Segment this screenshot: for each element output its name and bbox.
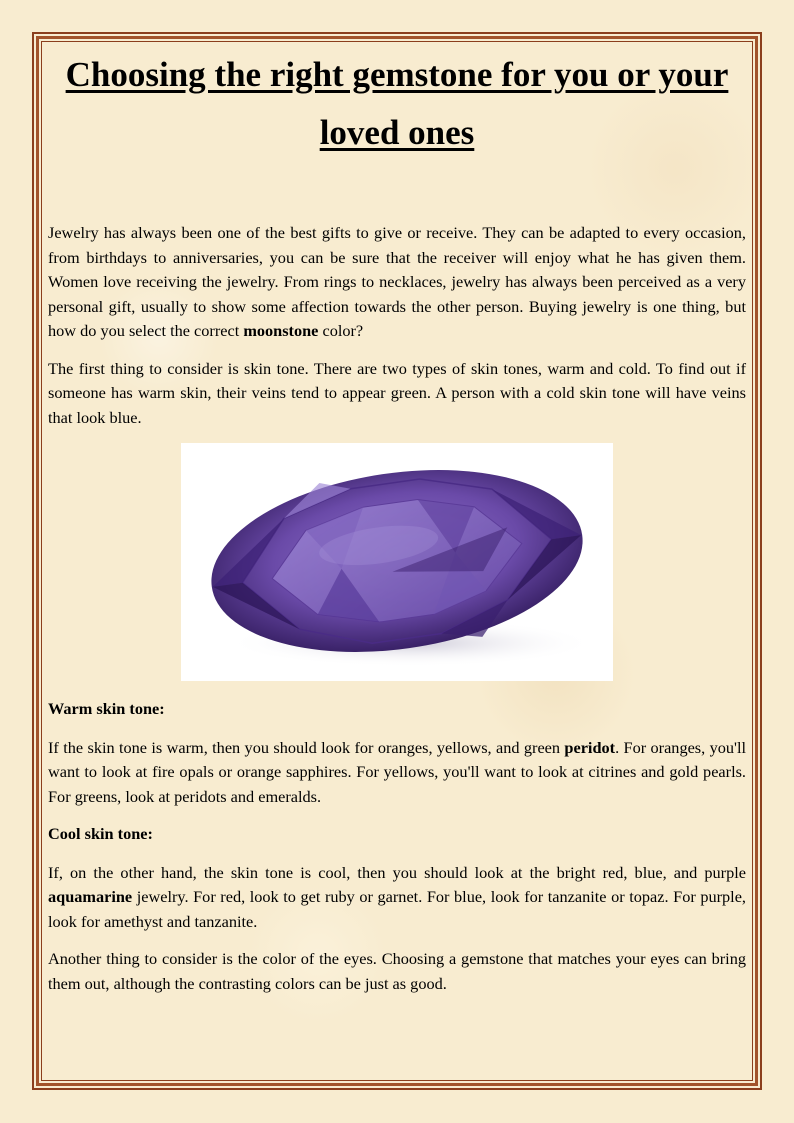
- warm-skin-heading: Warm skin tone:: [48, 699, 165, 718]
- cool-skin-heading: Cool skin tone:: [48, 824, 153, 843]
- eye-color-paragraph: Another thing to consider is the color of the eyes. Choosing a gemstone that matches your eyes can bring them out, although the contrasting colors can be just as good.: [48, 949, 746, 993]
- warm-skin-paragraph: [48, 736, 746, 810]
- intro-paragraph: [48, 221, 746, 344]
- intro-text: Jewelry has always been one of the best gifts to give or receive. They can be adapted to every occasion, from birthdays to anniversaries, you can be sure that the receiver will enjoy what he has given them. Women love receiving the jewelry. From rings to necklaces, jewelry has always been perceived as a very personal gift, usually to show some affection towards the other person. Buying jewelry is one thing, but how do you select the correct: [48, 223, 746, 340]
- cool-text: If, on the other hand, the skin tone is cool, then you should look at the bright red, blue, and purple: [48, 862, 746, 882]
- cool-skin-paragraph: [48, 861, 746, 935]
- article-body: [48, 221, 746, 1009]
- cool-text-end: jewelry. For red, look to get ruby or garnet. For blue, look for tanzanite or topaz. For purple, look for amethyst and tanzanite.: [48, 887, 746, 931]
- aquamarine-keyword: aquamarine: [48, 887, 133, 906]
- gemstone-image: [181, 443, 613, 681]
- skin-tone-paragraph: The first thing to consider is skin tone. There are two types of skin tones, warm and cold. To find out if someone has warm skin, their veins tend to appear green. A person with a cold skin tone will have veins that look blue.: [48, 358, 746, 427]
- peridot-keyword: peridot: [564, 737, 616, 757]
- warm-text: If the skin tone is warm, then you should look for oranges, yellows, and green: [48, 737, 565, 757]
- warm-text-end: . For oranges, you'll want to look at fire opals or orange sapphires. For yellows, you'll want to look at citrines and gold pearls. For greens, look at peridots and emeralds.: [48, 737, 746, 806]
- intro-text-end: color?: [318, 321, 364, 340]
- moonstone-keyword: moonstone: [243, 321, 319, 340]
- amethyst-illustration: [181, 443, 613, 681]
- page-title: Choosing the right gemstone for you or your loved ones: [65, 55, 729, 152]
